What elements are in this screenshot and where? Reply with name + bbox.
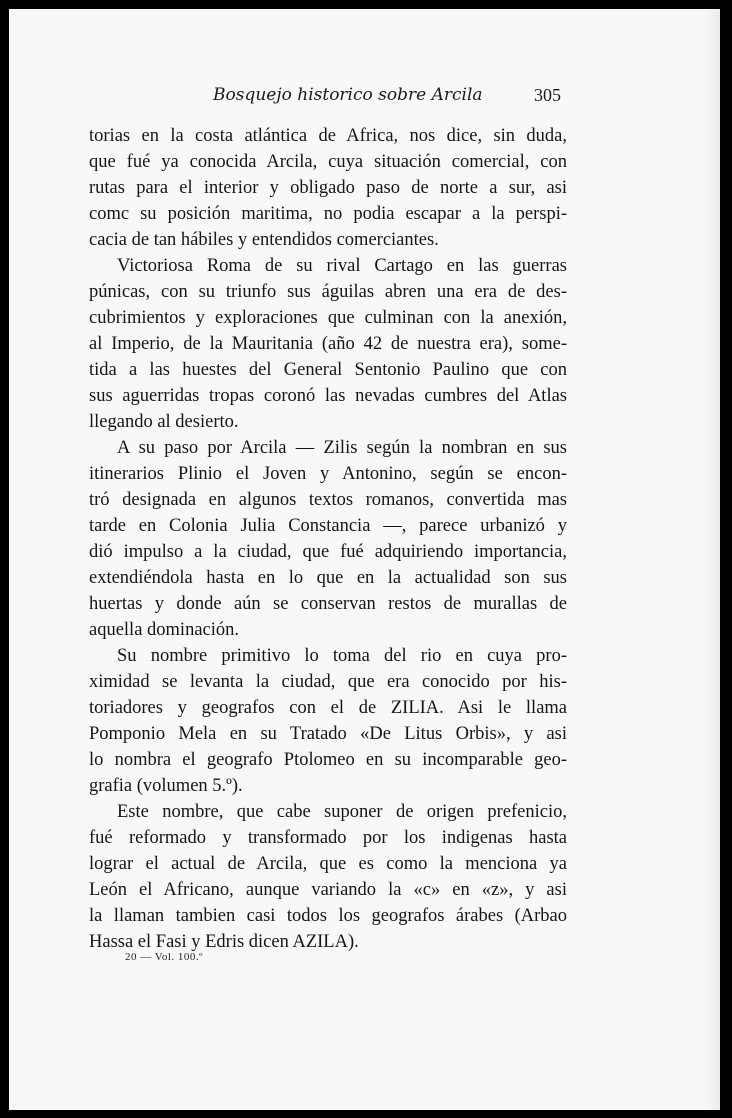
text-line: rutas para el interior y obligado paso de norte a sur, asi xyxy=(89,178,567,198)
text-line: Su nombre primitivo lo toma del rio en cuya pro- xyxy=(117,646,567,666)
text-line: cubrimientos y exploraciones que culminan con la anexión, xyxy=(89,308,567,328)
text-line: Hassa el Fasi y Edris dicen AZILA). xyxy=(89,932,359,952)
text-line: León el Africano, aunque variando la «c» en «z», y asi xyxy=(89,880,567,900)
text-line: itinerarios Plinio el Joven y Antonino, según se encon- xyxy=(89,464,567,484)
text-line: tarde en Colonia Julia Constancia —, parece urbanizó y xyxy=(89,516,567,536)
paragraph xyxy=(89,643,567,799)
text-line: A su paso por Arcila — Zilis según la nombran en sus xyxy=(117,438,567,458)
text-line: huertas y donde aún se conservan restos de murallas de xyxy=(89,594,567,614)
text-line: Victoriosa Roma de su rival Cartago en las guerras xyxy=(117,256,567,276)
text-line: lograr el actual de Arcila, que es como la menciona ya xyxy=(89,854,567,874)
text-line: púnicas, con su triunfo sus águilas abren una era de des- xyxy=(89,282,567,302)
text-line: aquella dominación. xyxy=(89,620,240,640)
text-line: Este nombre, que cabe suponer de origen prefenicio, xyxy=(117,802,567,822)
scan-edge-shadow xyxy=(706,9,720,1110)
text-line: llegando al desierto. xyxy=(89,412,239,432)
body-text xyxy=(89,123,567,955)
text-line: comc su posición maritima, no podia escapar a la perspi- xyxy=(89,204,567,224)
text-line: que fué ya conocida Arcila, cuya situación comercial, con xyxy=(89,152,567,172)
text-line: toriadores y geografos con el de ZILIA. Asi le llama xyxy=(89,698,567,718)
paragraph xyxy=(89,435,567,643)
paragraph xyxy=(89,123,567,253)
text-line: la llaman tambien casi todos los geografos árabes (Arbao xyxy=(89,906,567,926)
text-line: ximidad se levanta la ciudad, que era conocido por his- xyxy=(89,672,567,692)
text-line: tida a las huestes del General Sentonio Paulino que con xyxy=(89,360,567,380)
text-line: Pomponio Mela en su Tratado «De Litus Orbis», y asi xyxy=(89,724,567,744)
text-line: torias en la costa atlántica de Africa, nos dice, sin duda, xyxy=(89,126,567,146)
text-line: fué reformado y transformado por los indigenas hasta xyxy=(89,828,567,848)
text-line: cacia de tan hábiles y entendidos comerciantes. xyxy=(89,230,439,250)
text-line: tró designada en algunos textos romanos, convertida mas xyxy=(89,490,567,510)
running-title: Bosquejo historico sobre Arcila xyxy=(213,85,483,105)
text-line: grafia (volumen 5.º). xyxy=(89,776,243,796)
text-line: extendiéndola hasta en lo que en la actualidad son sus xyxy=(89,568,567,588)
text-line: dió impulso a la ciudad, que fué adquiriendo importancia, xyxy=(89,542,567,562)
printer-signature: 20 — Vol. 100.º xyxy=(125,951,204,963)
text-line: al Imperio, de la Mauritania (año 42 de nuestra era), some- xyxy=(89,334,567,354)
paragraph xyxy=(89,253,567,435)
text-line: lo nombra el geografo Ptolomeo en su incomparable geo- xyxy=(89,750,567,770)
page-number: 305 xyxy=(534,85,561,105)
text-line: sus aguerridas tropas coronó las nevadas cumbres del Atlas xyxy=(89,386,567,406)
paragraph xyxy=(89,799,567,955)
book-page xyxy=(9,9,720,1110)
running-head xyxy=(9,85,720,115)
